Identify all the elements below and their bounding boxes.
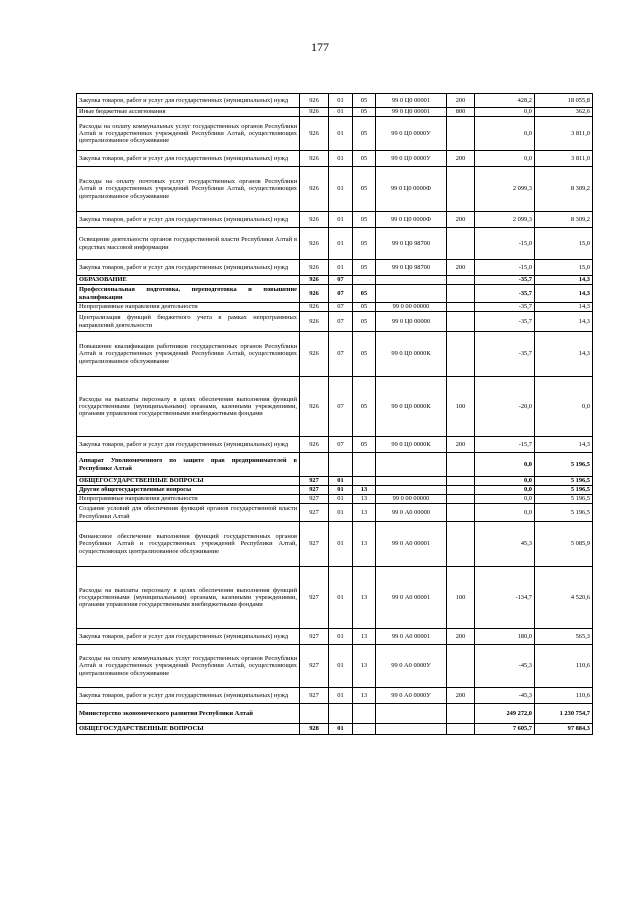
cell-name: Создание условий для обеспечения функций органов государственной власти Республики Алтай (77, 504, 300, 522)
cell-name: Повышение квалификации работников государственных органов Республики Алтай и государственных учреждений Республики Алтай, осуществляющих централизованное обслуживание (77, 332, 300, 377)
cell-v2: 14,3 (535, 276, 593, 285)
cell-vr (447, 117, 475, 151)
table-row (77, 332, 593, 377)
cell-rz: 01 (329, 212, 353, 228)
cell-ved: 927 (300, 495, 329, 504)
cell-v2: 110,6 (535, 688, 593, 704)
table-row (77, 437, 593, 453)
cell-pr: 05 (353, 212, 376, 228)
cell-v2: 15,0 (535, 228, 593, 260)
cell-rz: 01 (329, 228, 353, 260)
cell-ved: 926 (300, 260, 329, 276)
cell-rz: 01 (329, 504, 353, 522)
cell-vr (447, 486, 475, 495)
cell-v1: 0,0 (475, 151, 535, 167)
cell-vr (447, 477, 475, 486)
cell-ved: 928 (300, 724, 329, 735)
table-row (77, 108, 593, 117)
cell-v1: -15,0 (475, 260, 535, 276)
cell-rz: 01 (329, 167, 353, 212)
cell-name: Непрограммные направления деятельности (77, 495, 300, 504)
cell-vr (447, 453, 475, 477)
cell-ved: 927 (300, 477, 329, 486)
cell-name: Освещение деятельности органов государственной власти Республики Алтай в средствах массовой информации (77, 228, 300, 260)
cell-vr: 200 (447, 212, 475, 228)
cell-vr: 200 (447, 260, 475, 276)
cell-csr: 99 0 А0 0000У (376, 688, 447, 704)
cell-v1: -35,7 (475, 276, 535, 285)
cell-v2: 14,3 (535, 312, 593, 332)
cell-csr: 99 0 Ц0 00001 (376, 108, 447, 117)
cell-name: Закупка товаров, работ и услуг для государственных (муниципальных) нужд (77, 688, 300, 704)
cell-rz: 01 (329, 486, 353, 495)
cell-pr: 13 (353, 486, 376, 495)
table-row (77, 629, 593, 645)
cell-vr (447, 704, 475, 724)
cell-pr: 05 (353, 377, 376, 437)
table-row (77, 212, 593, 228)
cell-name: Закупка товаров, работ и услуг для государственных (муниципальных) нужд (77, 212, 300, 228)
cell-v1: -45,3 (475, 645, 535, 688)
cell-v1: 2 099,3 (475, 167, 535, 212)
cell-ved: 926 (300, 212, 329, 228)
cell-name: Расходы на оплату почтовых услуг государственных органов Республики Алтай и государственных учреждений Республики Алтай, осуществляющих централизованное обслуживание (77, 167, 300, 212)
cell-pr (353, 276, 376, 285)
cell-v2: 4 520,6 (535, 567, 593, 629)
cell-vr (447, 495, 475, 504)
cell-v1: 0,0 (475, 477, 535, 486)
cell-v1: 0,0 (475, 486, 535, 495)
cell-pr: 05 (353, 228, 376, 260)
cell-vr (447, 522, 475, 567)
cell-rz: 01 (329, 688, 353, 704)
table-row (77, 645, 593, 688)
table-row (77, 285, 593, 303)
cell-rz: 01 (329, 522, 353, 567)
cell-csr: 99 0 Ц0 0000Ф (376, 212, 447, 228)
cell-name: Профессиональная подготовка, переподготовка и повышение квалификации (77, 285, 300, 303)
cell-vr (447, 285, 475, 303)
cell-csr: 99 0 00 00000 (376, 303, 447, 312)
cell-name: Непрограммные направления деятельности (77, 303, 300, 312)
cell-vr (447, 303, 475, 312)
cell-v2: 18 055,8 (535, 94, 593, 108)
cell-vr: 200 (447, 688, 475, 704)
cell-csr: 99 0 А0 0000У (376, 645, 447, 688)
cell-v1: -15,0 (475, 228, 535, 260)
cell-rz: 07 (329, 332, 353, 377)
cell-vr (447, 312, 475, 332)
cell-csr: 99 0 Ц0 00001 (376, 94, 447, 108)
cell-csr (376, 704, 447, 724)
cell-csr: 99 0 Ц0 0000К (376, 437, 447, 453)
cell-name: Расходы на выплаты персоналу в целях обеспечения выполнения функций государственными (муниципальными) органами, казенными учреждениями, органами управления государственными внебюджетными фондами (77, 567, 300, 629)
cell-pr: 05 (353, 167, 376, 212)
cell-v1: 0,0 (475, 504, 535, 522)
cell-pr: 13 (353, 522, 376, 567)
cell-csr: 99 0 Ц0 0000Ф (376, 167, 447, 212)
cell-csr: 99 0 Ц0 00000 (376, 312, 447, 332)
table-row (77, 486, 593, 495)
cell-v2: 8 309,2 (535, 167, 593, 212)
cell-csr: 99 0 Ц0 98700 (376, 228, 447, 260)
cell-pr: 05 (353, 117, 376, 151)
cell-v1: -35,7 (475, 332, 535, 377)
cell-vr: 200 (447, 94, 475, 108)
cell-csr: 99 0 А0 00001 (376, 522, 447, 567)
budget-table (76, 93, 593, 735)
table-row (77, 495, 593, 504)
cell-ved: 926 (300, 228, 329, 260)
cell-name: ОБЩЕГОСУДАРСТВЕННЫЕ ВОПРОСЫ (77, 724, 300, 735)
table-row (77, 567, 593, 629)
cell-ved: 927 (300, 629, 329, 645)
cell-v1: 428,2 (475, 94, 535, 108)
cell-name: Министерство экономического развития Республики Алтай (77, 704, 300, 724)
cell-pr: 05 (353, 108, 376, 117)
cell-v2: 15,0 (535, 260, 593, 276)
cell-ved: 926 (300, 108, 329, 117)
table-row (77, 724, 593, 735)
page-number: 177 (311, 40, 329, 54)
cell-ved (300, 704, 329, 724)
cell-v1: -35,7 (475, 303, 535, 312)
cell-ved: 926 (300, 437, 329, 453)
cell-v1: 0,0 (475, 495, 535, 504)
cell-name: Расходы на оплату коммунальных услуг государственных органов Республики Алтай и государственных учреждений Республики Алтай, осуществляющих централизованное обслуживание (77, 645, 300, 688)
cell-csr (376, 477, 447, 486)
cell-csr (376, 285, 447, 303)
cell-rz: 01 (329, 108, 353, 117)
cell-name: ОБЩЕГОСУДАРСТВЕННЫЕ ВОПРОСЫ (77, 477, 300, 486)
cell-v2: 5 196,5 (535, 453, 593, 477)
table-row (77, 228, 593, 260)
cell-pr: 13 (353, 504, 376, 522)
table-row (77, 276, 593, 285)
cell-ved: 926 (300, 94, 329, 108)
cell-pr: 05 (353, 332, 376, 377)
cell-pr (353, 724, 376, 735)
cell-v2: 110,6 (535, 645, 593, 688)
cell-vr: 200 (447, 437, 475, 453)
cell-pr: 05 (353, 260, 376, 276)
cell-rz: 07 (329, 377, 353, 437)
cell-ved: 927 (300, 486, 329, 495)
cell-rz: 07 (329, 312, 353, 332)
cell-csr (376, 724, 447, 735)
cell-ved: 926 (300, 312, 329, 332)
cell-rz: 07 (329, 285, 353, 303)
cell-rz: 01 (329, 495, 353, 504)
cell-v2: 5 085,9 (535, 522, 593, 567)
cell-vr (447, 276, 475, 285)
cell-vr: 100 (447, 377, 475, 437)
cell-name: Расходы на выплаты персоналу в целях обеспечения выполнения функций государственными (муниципальными) органами, казенными учреждениями, органами управления государственными внебюджетными фондами (77, 377, 300, 437)
cell-v2: 97 884,3 (535, 724, 593, 735)
table-row (77, 167, 593, 212)
cell-rz: 01 (329, 151, 353, 167)
cell-csr (376, 486, 447, 495)
cell-rz (329, 704, 353, 724)
cell-rz: 01 (329, 477, 353, 486)
cell-v2: 3 811,0 (535, 117, 593, 151)
cell-pr: 05 (353, 285, 376, 303)
cell-v1: 180,0 (475, 629, 535, 645)
table-row (77, 477, 593, 486)
cell-v1: -134,7 (475, 567, 535, 629)
cell-ved: 926 (300, 167, 329, 212)
cell-ved: 927 (300, 504, 329, 522)
cell-v2: 14,3 (535, 303, 593, 312)
cell-ved: 926 (300, 117, 329, 151)
table-row (77, 704, 593, 724)
cell-pr: 05 (353, 312, 376, 332)
table-row (77, 377, 593, 437)
cell-name: Аппарат Уполномоченного по защите прав предпринимателей в Республике Алтай (77, 453, 300, 477)
cell-v2: 5 196,5 (535, 477, 593, 486)
cell-v2: 1 230 754,7 (535, 704, 593, 724)
cell-name: Закупка товаров, работ и услуг для государственных (муниципальных) нужд (77, 151, 300, 167)
cell-csr: 99 0 Ц0 0000К (376, 332, 447, 377)
cell-name: Закупка товаров, работ и услуг для государственных (муниципальных) нужд (77, 437, 300, 453)
cell-name: Финансовое обеспечение выполнения функций государственных органов Республики Алтай и государственных учреждений Республики Алтай, осуществляющих централизованное обслуживание (77, 522, 300, 567)
cell-v1: 45,3 (475, 522, 535, 567)
cell-ved: 926 (300, 285, 329, 303)
cell-pr (353, 704, 376, 724)
cell-pr: 05 (353, 303, 376, 312)
cell-v1: 0,0 (475, 108, 535, 117)
cell-csr: 99 0 А0 00001 (376, 629, 447, 645)
cell-name: Закупка товаров, работ и услуг для государственных (муниципальных) нужд (77, 94, 300, 108)
cell-name: Закупка товаров, работ и услуг для государственных (муниципальных) нужд (77, 629, 300, 645)
cell-rz: 07 (329, 303, 353, 312)
cell-rz: 01 (329, 117, 353, 151)
cell-csr (376, 453, 447, 477)
cell-ved: 927 (300, 522, 329, 567)
cell-vr: 200 (447, 629, 475, 645)
cell-rz: 01 (329, 724, 353, 735)
cell-pr: 13 (353, 567, 376, 629)
cell-pr: 13 (353, 629, 376, 645)
cell-v1: -45,3 (475, 688, 535, 704)
cell-ved: 926 (300, 377, 329, 437)
cell-vr (447, 167, 475, 212)
cell-v2: 14,3 (535, 437, 593, 453)
cell-csr (376, 276, 447, 285)
cell-name: Закупка товаров, работ и услуг для государственных (муниципальных) нужд (77, 260, 300, 276)
cell-pr (353, 477, 376, 486)
cell-rz (329, 453, 353, 477)
cell-v2: 5 196,5 (535, 486, 593, 495)
cell-name: Иные бюджетные ассигнования (77, 108, 300, 117)
cell-vr (447, 724, 475, 735)
cell-vr (447, 228, 475, 260)
cell-ved: 927 (300, 688, 329, 704)
cell-v2: 14,3 (535, 332, 593, 377)
cell-ved: 927 (300, 645, 329, 688)
cell-pr: 05 (353, 437, 376, 453)
table-row (77, 522, 593, 567)
cell-ved (300, 453, 329, 477)
cell-v1: 0,0 (475, 453, 535, 477)
table-row (77, 504, 593, 522)
table-row (77, 260, 593, 276)
cell-v2: 362,6 (535, 108, 593, 117)
cell-name: ОБРАЗОВАНИЕ (77, 276, 300, 285)
cell-ved: 926 (300, 151, 329, 167)
cell-v1: 2 099,3 (475, 212, 535, 228)
cell-name: Расходы на оплату коммунальных услуг государственных органов Республики Алтай и государственных учреждений Республики Алтай, осуществляющих централизованное обслуживание (77, 117, 300, 151)
cell-rz: 01 (329, 629, 353, 645)
cell-ved: 926 (300, 276, 329, 285)
cell-v2: 5 196,5 (535, 495, 593, 504)
cell-v1: -15,7 (475, 437, 535, 453)
cell-rz: 01 (329, 645, 353, 688)
cell-v2: 5 196,5 (535, 504, 593, 522)
cell-v1: -20,0 (475, 377, 535, 437)
cell-vr (447, 332, 475, 377)
cell-pr: 13 (353, 495, 376, 504)
cell-pr (353, 453, 376, 477)
cell-v2: 565,3 (535, 629, 593, 645)
cell-v2: 8 309,2 (535, 212, 593, 228)
table-row (77, 117, 593, 151)
cell-csr: 99 0 00 00000 (376, 495, 447, 504)
cell-ved: 926 (300, 303, 329, 312)
cell-vr: 800 (447, 108, 475, 117)
cell-v2: 14,3 (535, 285, 593, 303)
table-row (77, 94, 593, 108)
cell-csr: 99 0 А0 00000 (376, 504, 447, 522)
cell-name: Другие общегосударственные вопросы (77, 486, 300, 495)
cell-csr: 99 0 А0 00001 (376, 567, 447, 629)
table-row (77, 688, 593, 704)
cell-v1: 0,0 (475, 117, 535, 151)
cell-v1: -35,7 (475, 312, 535, 332)
cell-vr (447, 645, 475, 688)
cell-csr: 99 0 Ц0 0000К (376, 377, 447, 437)
cell-pr: 05 (353, 151, 376, 167)
cell-v1: 249 272,0 (475, 704, 535, 724)
cell-v2: 3 811,0 (535, 151, 593, 167)
cell-rz: 07 (329, 437, 353, 453)
cell-pr: 05 (353, 94, 376, 108)
cell-rz: 01 (329, 567, 353, 629)
cell-pr: 13 (353, 688, 376, 704)
table-row (77, 453, 593, 477)
cell-csr: 99 0 Ц0 98700 (376, 260, 447, 276)
cell-pr: 13 (353, 645, 376, 688)
cell-rz: 01 (329, 94, 353, 108)
cell-v1: -35,7 (475, 285, 535, 303)
cell-name: Централизация функций бюджетного учета в рамках непрограммных направлений деятельности (77, 312, 300, 332)
cell-vr: 100 (447, 567, 475, 629)
cell-vr: 200 (447, 151, 475, 167)
cell-v1: 7 605,7 (475, 724, 535, 735)
table-row (77, 303, 593, 312)
cell-vr (447, 504, 475, 522)
cell-ved: 926 (300, 332, 329, 377)
cell-rz: 01 (329, 260, 353, 276)
table-row (77, 312, 593, 332)
cell-csr: 99 0 Ц0 0000У (376, 151, 447, 167)
cell-v2: 0,0 (535, 377, 593, 437)
cell-rz: 07 (329, 276, 353, 285)
cell-ved: 927 (300, 567, 329, 629)
table-row (77, 151, 593, 167)
cell-csr: 99 0 Ц0 0000У (376, 117, 447, 151)
